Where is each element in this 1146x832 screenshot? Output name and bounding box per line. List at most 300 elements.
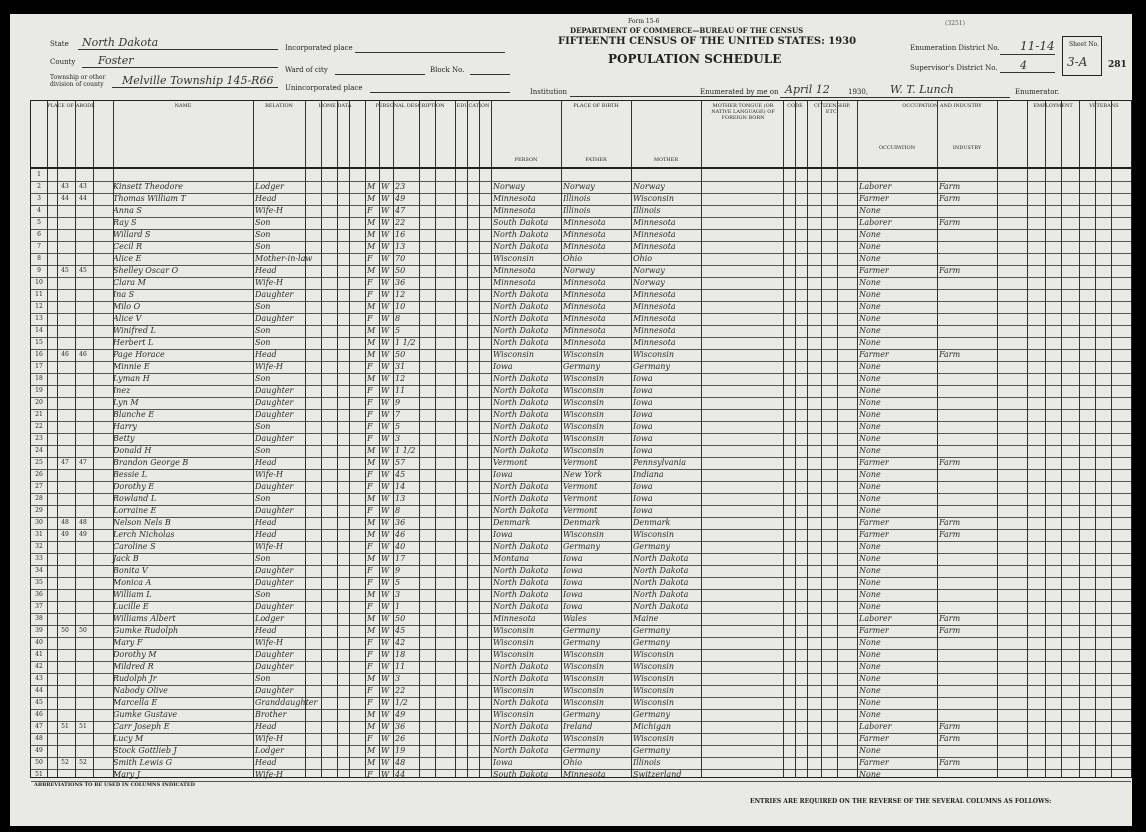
cell-bp	[493, 169, 561, 181]
enumerated-date: April 12	[785, 83, 830, 96]
cell-mbp	[633, 169, 701, 181]
grid-column-line	[701, 101, 702, 777]
cell-name: Lerch Nicholas	[113, 530, 175, 539]
table-row	[31, 241, 1131, 253]
grid-column-line	[631, 101, 632, 777]
group-education: EDUCATION	[456, 103, 490, 109]
cell-name: Mary F	[113, 638, 143, 647]
cell-ind	[939, 289, 997, 301]
cell-fam	[75, 241, 91, 253]
cell-dw	[57, 733, 73, 745]
grid-column-line	[337, 101, 338, 777]
ed-value: 11-14	[1020, 39, 1055, 53]
cell-occ: None	[859, 434, 881, 443]
cell-name: Nabody Olive	[113, 686, 168, 695]
cell-fbp: Norway	[563, 182, 595, 191]
cell-bp: North Dakota	[493, 422, 549, 431]
cell-name: Dorothy E	[113, 482, 155, 491]
cell-rel: Granddaughter	[255, 698, 318, 707]
cell-age: 26	[395, 734, 406, 743]
cell-sex: F	[367, 470, 373, 479]
cell-name: Shelley Oscar O	[113, 266, 179, 275]
cell-occ: Farmer	[859, 266, 889, 275]
institution-label: Institution	[530, 88, 568, 96]
grid-column-line	[113, 101, 114, 777]
township-value: Melville Township 145-R66	[122, 74, 274, 87]
cell-age: 36	[395, 278, 406, 287]
cell-name: Rowland L	[113, 494, 157, 503]
cell-dw	[57, 541, 73, 553]
cell-sex: M	[367, 494, 376, 503]
cell-n: 18	[35, 375, 43, 382]
cell-ind	[939, 325, 997, 337]
cell-dw	[57, 421, 73, 433]
cell-mbp: Germany	[633, 626, 670, 635]
cell-name: Alice E	[113, 254, 142, 263]
cell-age: 50	[395, 614, 406, 623]
cell-race: W	[381, 734, 390, 743]
cell-mbp: Illinois	[633, 758, 661, 767]
cell-fbp: Illinois	[563, 194, 591, 203]
cell-bp: North Dakota	[493, 242, 549, 251]
cell-fbp: Iowa	[563, 590, 583, 599]
group-home-data: HOME DATA	[318, 103, 352, 109]
cell-name: Caroline S	[113, 542, 156, 551]
cell-dw	[57, 493, 73, 505]
cell-sex: M	[367, 446, 376, 455]
cell-occ: Farmer	[859, 518, 889, 527]
grid-column-line	[349, 101, 350, 777]
cell-fam	[75, 613, 91, 625]
cell-sex: F	[367, 290, 373, 299]
cell-ind	[939, 253, 997, 265]
cell-n: 27	[35, 483, 43, 490]
cell-bp: South Dakota	[493, 218, 549, 227]
ward-label: Ward of city	[285, 66, 328, 74]
cell-bp: Iowa	[493, 758, 513, 767]
grid-column-line	[47, 101, 48, 777]
cell-rel: Daughter	[255, 410, 294, 419]
cell-fbp	[563, 169, 631, 181]
cell-age: 57	[395, 458, 406, 467]
cell-fbp: Minnesota	[563, 278, 606, 287]
cell-occ: None	[859, 662, 881, 671]
table-row	[31, 481, 1131, 493]
cell-ind	[939, 565, 997, 577]
cell-sex: F	[367, 698, 373, 707]
cell-ind: Farm	[939, 218, 961, 227]
cell-fam	[75, 397, 91, 409]
cell-age: 45	[395, 470, 406, 479]
cell-fam	[75, 601, 91, 613]
cell-bp: North Dakota	[493, 602, 549, 611]
cell-ind: Farm	[939, 758, 961, 767]
cell-name: Inez	[113, 386, 131, 395]
cell-rel: Daughter	[255, 482, 294, 491]
cell-occ: None	[859, 566, 881, 575]
cell-ind	[939, 553, 997, 565]
cell-fam	[75, 481, 91, 493]
cell-n: 29	[35, 507, 43, 514]
enumerator-label: Enumerator.	[1015, 88, 1060, 96]
cell-name: Carr Joseph E	[113, 722, 170, 731]
table-row	[31, 613, 1131, 625]
cell-fam	[75, 205, 91, 217]
cell-rel: Mother-in-law	[255, 254, 313, 263]
cell-name: Minnie E	[113, 362, 150, 371]
cell-fbp: Wisconsin	[563, 698, 605, 707]
cell-rel: Daughter	[255, 686, 294, 695]
cell-bp: Wisconsin	[493, 350, 535, 359]
cell-occ: Farmer	[859, 758, 889, 767]
cell-dw	[57, 229, 73, 241]
cell-rel: Daughter	[255, 650, 294, 659]
cell-name: Donald H	[113, 446, 152, 455]
cell-sex: M	[367, 182, 376, 191]
cell-fbp: Ohio	[563, 254, 583, 263]
cell-rel: Son	[255, 302, 271, 311]
cell-sex: F	[367, 278, 373, 287]
cell-fbp: Minnesota	[563, 290, 606, 299]
cell-bp: North Dakota	[493, 446, 549, 455]
head-industry: INDUSTRY	[952, 145, 982, 151]
cell-bp: Wisconsin	[493, 710, 535, 719]
cell-age: 13	[395, 242, 406, 251]
cell-age: 31	[395, 362, 406, 371]
cell-age: 1	[395, 602, 401, 611]
cell-occ: None	[859, 314, 881, 323]
cell-ind	[939, 481, 997, 493]
cell-age: 50	[395, 266, 406, 275]
cell-sex: M	[367, 338, 376, 347]
group-name: NAME	[174, 103, 192, 109]
cell-age: 1 1/2	[395, 446, 416, 455]
cell-occ: None	[859, 242, 881, 251]
cell-occ: None	[859, 482, 881, 491]
cell-name: Lucille E	[113, 602, 149, 611]
head-occupation: OCCUPATION	[879, 145, 915, 151]
cell-sex: M	[367, 614, 376, 623]
cell-name: Ray S	[113, 218, 137, 227]
cell-n: 2	[37, 183, 41, 190]
cell-mbp: Germany	[633, 362, 670, 371]
cell-sex	[367, 169, 379, 181]
enumerated-year: 1930,	[848, 88, 869, 96]
table-row	[31, 697, 1131, 709]
cell-fam	[75, 277, 91, 289]
group-mother-tongue: MOTHER TONGUE (OR NATIVE LANGUAGE) OF FOREIGN BORN	[711, 103, 775, 121]
cell-n: 4	[37, 207, 41, 214]
grid-column-line	[821, 101, 822, 777]
cell-bp: North Dakota	[493, 326, 549, 335]
cell-occ: None	[859, 398, 881, 407]
abbrev-title: ABBREVIATIONS TO BE USED IN COLUMNS INDICATED	[34, 782, 195, 788]
cell-name: Bonita V	[113, 566, 148, 575]
cell-dw: 50	[61, 627, 69, 634]
cell-dw	[57, 553, 73, 565]
cell-dw	[57, 373, 73, 385]
grid-column-line	[837, 101, 838, 777]
cell-age: 22	[395, 218, 406, 227]
cell-dw	[57, 445, 73, 457]
cell-fbp: Vermont	[563, 506, 598, 515]
cell-n: 13	[35, 315, 43, 322]
cell-age: 9	[395, 398, 401, 407]
cell-fam	[75, 385, 91, 397]
cell-age: 5	[395, 578, 401, 587]
cell-occ: None	[859, 254, 881, 263]
cell-dw: 48	[61, 519, 69, 526]
table-row	[31, 529, 1131, 541]
cell-bp: North Dakota	[493, 506, 549, 515]
table-row	[31, 577, 1131, 589]
cell-bp: Vermont	[493, 458, 528, 467]
ed-note: (3251)	[945, 20, 965, 27]
cell-rel: Wife-H	[255, 734, 284, 743]
grid-column-line	[857, 101, 858, 777]
cell-bp: North Dakota	[493, 734, 549, 743]
table-row	[31, 601, 1131, 613]
cell-name: Williams Albert	[113, 614, 176, 623]
cell-mbp: North Dakota	[633, 554, 689, 563]
cell-occ: None	[859, 506, 881, 515]
cell-fbp: Iowa	[563, 602, 583, 611]
cell-age: 12	[395, 374, 406, 383]
cell-rel: Daughter	[255, 566, 294, 575]
cell-age: 5	[395, 326, 401, 335]
cell-age	[395, 169, 417, 181]
cell-dw	[57, 481, 73, 493]
cell-fam: 43	[79, 183, 87, 190]
cell-race: W	[381, 614, 390, 623]
grid-column-line	[75, 101, 76, 777]
cell-sex: M	[367, 242, 376, 251]
cell-mbp: Germany	[633, 638, 670, 647]
cell-ind	[939, 637, 997, 649]
cell-mbp: Iowa	[633, 386, 653, 395]
cell-fam	[75, 229, 91, 241]
cell-race	[381, 169, 393, 181]
cell-bp: North Dakota	[493, 434, 549, 443]
cell-n: 22	[35, 423, 43, 430]
table-row	[31, 433, 1131, 445]
cell-bp: Iowa	[493, 362, 513, 371]
cell-n: 15	[35, 339, 43, 346]
cell-n: 17	[35, 363, 43, 370]
cell-bp: North Dakota	[493, 578, 549, 587]
cell-race: W	[381, 206, 390, 215]
cell-ind	[939, 385, 997, 397]
cell-ind	[939, 649, 997, 661]
cell-occ: None	[859, 230, 881, 239]
cell-race: W	[381, 242, 390, 251]
cell-sex: F	[367, 542, 373, 551]
cell-fbp: Wisconsin	[563, 686, 605, 695]
page-number: 281	[1108, 60, 1127, 70]
table-row	[31, 205, 1131, 217]
cell-sex: F	[367, 362, 373, 371]
cell-occ: None	[859, 386, 881, 395]
cell-bp: Norway	[493, 182, 525, 191]
cell-mbp: Minnesota	[633, 326, 676, 335]
grid-column-line	[393, 101, 394, 777]
cell-age: 45	[395, 626, 406, 635]
cell-dw	[57, 601, 73, 613]
table-row	[31, 565, 1131, 577]
grid-column-line	[1095, 101, 1096, 777]
cell-name: William L	[113, 590, 152, 599]
cell-name: Smith Lewis G	[113, 758, 173, 767]
table-row	[31, 505, 1131, 517]
cell-rel: Son	[255, 590, 271, 599]
cell-ind	[939, 205, 997, 217]
cell-name: Willard S	[113, 230, 151, 239]
cell-mbp: Iowa	[633, 422, 653, 431]
cell-fbp: Germany	[563, 746, 600, 755]
cell-occ: None	[859, 326, 881, 335]
table-row	[31, 337, 1131, 349]
cell-ind: Farm	[939, 626, 961, 635]
cell-fam	[75, 217, 91, 229]
cell-ind	[939, 337, 997, 349]
cell-race: W	[381, 482, 390, 491]
cell-sex: M	[367, 218, 376, 227]
cell-ind	[939, 673, 997, 685]
table-row	[31, 745, 1131, 757]
table-row	[31, 349, 1131, 361]
cell-fam	[75, 421, 91, 433]
cell-fam: 45	[79, 267, 87, 274]
cell-occ: None	[859, 206, 881, 215]
cell-occ: Farmer	[859, 734, 889, 743]
cell-mbp: Wisconsin	[633, 698, 675, 707]
cell-fbp: Wisconsin	[563, 398, 605, 407]
cell-rel: Lodger	[255, 746, 284, 755]
cell-mbp: Iowa	[633, 410, 653, 419]
cell-name: Lorraine E	[113, 506, 157, 515]
cell-ind	[939, 409, 997, 421]
cell-sex: F	[367, 506, 373, 515]
cell-mbp: Denmark	[633, 518, 671, 527]
table-row	[31, 289, 1131, 301]
cell-ind	[939, 397, 997, 409]
grid-column-line	[365, 101, 366, 777]
cell-name: Harry	[113, 422, 137, 431]
cell-bp: North Dakota	[493, 482, 549, 491]
cell-dw: 43	[61, 183, 69, 190]
unincorporated-label: Unincorporated place	[285, 84, 363, 92]
sd-value: 4	[1020, 59, 1027, 72]
cell-mbp: Iowa	[633, 446, 653, 455]
table-row	[31, 661, 1131, 673]
cell-fam	[75, 469, 91, 481]
cell-bp: North Dakota	[493, 542, 549, 551]
cell-ind	[939, 373, 997, 385]
cell-dw	[57, 313, 73, 325]
cell-mbp: Germany	[633, 710, 670, 719]
cell-n: 1	[37, 171, 41, 178]
cell-ind	[939, 301, 997, 313]
cell-occ: None	[859, 374, 881, 383]
table-row	[31, 493, 1131, 505]
cell-bp: Minnesota	[493, 206, 536, 215]
entries-note: ENTRIES ARE REQUIRED ON THE REVERSE OF THE SEVERAL COLUMNS AS FOLLOWS:	[750, 798, 1052, 805]
cell-bp: Wisconsin	[493, 650, 535, 659]
cell-age: 14	[395, 482, 406, 491]
cell-occ: None	[859, 542, 881, 551]
cell-fam: 48	[79, 519, 87, 526]
cell-age: 70	[395, 254, 406, 263]
cell-bp: North Dakota	[493, 566, 549, 575]
cell-fbp: Germany	[563, 710, 600, 719]
group-code: CODE	[787, 103, 803, 109]
cell-fbp: Wisconsin	[563, 374, 605, 383]
cell-bp: North Dakota	[493, 386, 549, 395]
cell-sex: M	[367, 194, 376, 203]
cell-occ: Laborer	[859, 218, 892, 227]
group-veterans: VETERANS	[1089, 103, 1119, 109]
cell-mbp: Iowa	[633, 434, 653, 443]
cell-ind	[939, 661, 997, 673]
cell-fbp: Germany	[563, 362, 600, 371]
cell-occ: Farmer	[859, 194, 889, 203]
cell-name: Dorothy M	[113, 650, 157, 659]
cell-name: Herbert L	[113, 338, 154, 347]
cell-name: Ina S	[113, 290, 135, 299]
cell-occ	[859, 169, 935, 181]
cell-race: W	[381, 506, 390, 515]
cell-sex: F	[367, 734, 373, 743]
cell-rel: Head	[255, 350, 277, 359]
cell-n: 26	[35, 471, 43, 478]
cell-occ: None	[859, 674, 881, 683]
cell-rel: Daughter	[255, 398, 294, 407]
cell-sex: F	[367, 434, 373, 443]
county-label: County	[50, 58, 76, 66]
cell-dw	[57, 217, 73, 229]
cell-sex: F	[367, 482, 373, 491]
cell-age: 47	[395, 206, 406, 215]
cell-rel: Lodger	[255, 182, 284, 191]
table-row	[31, 217, 1131, 229]
cell-race: W	[381, 518, 390, 527]
cell-age: 9	[395, 566, 401, 575]
cell-fam	[75, 505, 91, 517]
sd-label: Supervisor's District No.	[910, 64, 998, 72]
cell-fam	[75, 637, 91, 649]
cell-bp: North Dakota	[493, 338, 549, 347]
group-place-of-birth: PLACE OF BIRTH	[573, 103, 619, 109]
cell-mbp: Wisconsin	[633, 734, 675, 743]
cell-ind: Farm	[939, 734, 961, 743]
group-employment: EMPLOYMENT	[1033, 103, 1073, 109]
cell-mbp: Germany	[633, 542, 670, 551]
cell-fam: 50	[79, 627, 87, 634]
cell-fbp: Germany	[563, 542, 600, 551]
cell-dw	[57, 277, 73, 289]
cell-age: 3	[395, 434, 401, 443]
cell-name: Mildred R	[113, 662, 154, 671]
cell-dw	[57, 745, 73, 757]
state-value: North Dakota	[82, 36, 159, 49]
cell-ind	[939, 229, 997, 241]
cell-race: W	[381, 554, 390, 563]
cell-rel: Son	[255, 242, 271, 251]
cell-fbp: Minnesota	[563, 314, 606, 323]
cell-n: 32	[35, 543, 43, 550]
township-label: Township or other division of county	[50, 74, 106, 88]
cell-bp: Minnesota	[493, 278, 536, 287]
